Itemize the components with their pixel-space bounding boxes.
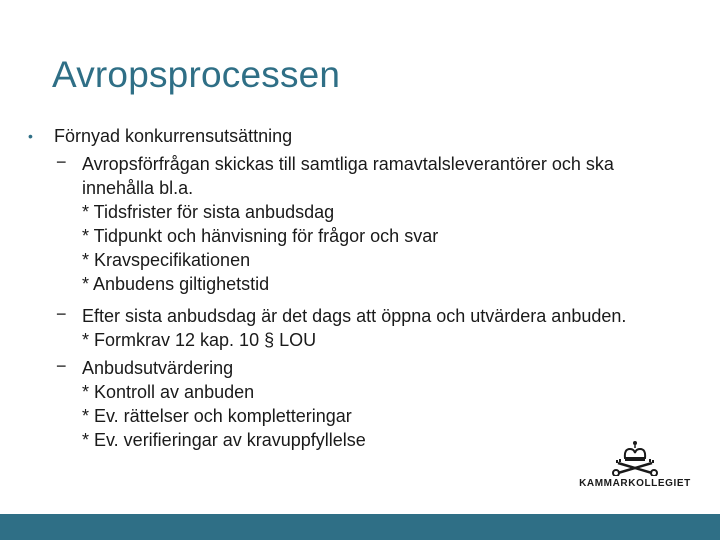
subitem-line: innehålla bl.a. bbox=[82, 178, 194, 198]
crown-keys-emblem-icon bbox=[610, 440, 660, 476]
subitem-line: * Tidpunkt och hänvisning för frågor och svar bbox=[82, 226, 439, 246]
subitem-line: * Kravspecifikationen bbox=[82, 250, 251, 270]
subitem-line: * Formkrav 12 kap. 10 § LOU bbox=[82, 330, 317, 350]
subitem-text bbox=[82, 304, 626, 352]
slide-title: Avropsprocessen bbox=[52, 54, 341, 95]
logo-wordmark: KAMMARKOLLEGIET bbox=[579, 478, 691, 489]
dash-marker: − bbox=[56, 356, 67, 376]
dash-marker: − bbox=[56, 304, 67, 324]
subitem-line: Anbudsutvärdering bbox=[82, 358, 234, 378]
bullet-text: Förnyad konkurrensutsättning bbox=[54, 126, 293, 146]
dash-marker: − bbox=[56, 152, 67, 172]
subitem-line: Efter sista anbudsdag är det dags att öppna och utvärdera anbuden. bbox=[82, 306, 627, 326]
subitem-text bbox=[82, 356, 366, 452]
subitem-line: * Ev. verifieringar av kravuppfyllelse bbox=[82, 430, 366, 450]
footer-bar bbox=[0, 514, 720, 540]
kammarkollegiet-logo bbox=[578, 440, 692, 496]
subitem-line: * Ev. rättelser och kompletteringar bbox=[82, 406, 352, 426]
subitem-line: * Tidsfrister för sista anbudsdag bbox=[82, 202, 335, 222]
subitem-line: Avropsförfrågan skickas till samtliga ramavtalsleverantörer och ska bbox=[82, 154, 614, 174]
bullet-marker: • bbox=[28, 128, 33, 144]
subitem-line: * Kontroll av anbuden bbox=[82, 382, 255, 402]
subitem-line: * Anbudens giltighetstid bbox=[82, 274, 270, 294]
subitem-text bbox=[82, 152, 614, 296]
